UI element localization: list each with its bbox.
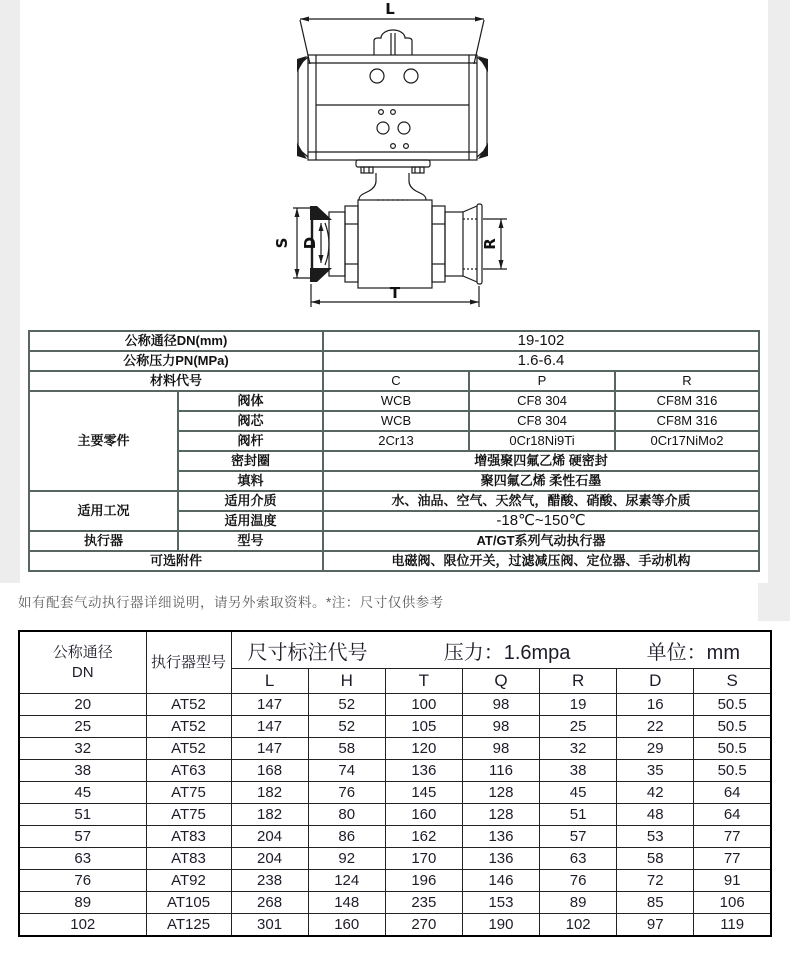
spec-cell: 电磁阀、限位开关，过滤减压阀、定位器、手动机构 bbox=[323, 551, 759, 571]
spec-cell: 公称压力PN(MPa) bbox=[29, 351, 323, 371]
dimension-value-cell: 301 bbox=[231, 914, 308, 937]
dimension-value-cell: 235 bbox=[385, 892, 462, 914]
spec-cell: 0Cr18Ni9Ti bbox=[469, 431, 615, 451]
dn-cell: 51 bbox=[19, 804, 146, 826]
dimension-value-cell: 148 bbox=[308, 892, 385, 914]
actuator-model-cell: AT83 bbox=[146, 826, 231, 848]
spec-cell: 19-102 bbox=[323, 331, 759, 351]
dimension-value-cell: 100 bbox=[385, 694, 462, 716]
dim-row bbox=[19, 914, 771, 937]
dimension-value-cell: 204 bbox=[231, 848, 308, 870]
actuator-model-cell: AT52 bbox=[146, 738, 231, 760]
dimension-value-cell: 182 bbox=[231, 782, 308, 804]
spec-cell: 1.6-6.4 bbox=[323, 351, 759, 371]
dimension-value-cell: 146 bbox=[462, 870, 539, 892]
dimension-value-cell: 58 bbox=[308, 738, 385, 760]
dimension-value-cell: 16 bbox=[617, 694, 694, 716]
dimension-value-cell: 190 bbox=[462, 914, 539, 937]
dim-col1-line2: DN bbox=[71, 663, 94, 681]
dim-row bbox=[19, 826, 771, 848]
spec-cell: 增强聚四氟乙烯 硬密封 bbox=[323, 451, 759, 471]
title-unit-label: 单位：mm bbox=[646, 641, 740, 664]
spec-cell: P bbox=[469, 371, 615, 391]
spec-cell: 型号 bbox=[178, 531, 323, 551]
dimension-value-cell: 42 bbox=[617, 782, 694, 804]
spec-cell: CF8 304 bbox=[469, 391, 615, 411]
dimension-value-cell: 168 bbox=[231, 760, 308, 782]
dimension-value-cell: 91 bbox=[694, 870, 771, 892]
spec-cell: 聚四氟乙烯 柔性石墨 bbox=[323, 471, 759, 491]
dn-cell: 38 bbox=[19, 760, 146, 782]
dimension-value-cell: 145 bbox=[385, 782, 462, 804]
right-gutter-lower bbox=[758, 583, 790, 621]
dim-header-d: D bbox=[617, 669, 694, 694]
dimension-value-cell: 136 bbox=[462, 848, 539, 870]
actuator-model-cell: AT75 bbox=[146, 782, 231, 804]
actuator-model-cell: AT92 bbox=[146, 870, 231, 892]
dim-header-h: H bbox=[308, 669, 385, 694]
spec-cell: AT/GT系列气动执行器 bbox=[323, 531, 759, 551]
spec-cell: 0Cr17NiMo2 bbox=[615, 431, 759, 451]
dimension-value-cell: 116 bbox=[462, 760, 539, 782]
dimension-value-cell: 32 bbox=[540, 738, 617, 760]
spec-cell: CF8M 316 bbox=[615, 391, 759, 411]
dim-row bbox=[19, 870, 771, 892]
spec-cell: 阀体 bbox=[178, 391, 323, 411]
dimension-value-cell: 268 bbox=[231, 892, 308, 914]
dim-label-l: L bbox=[385, 0, 395, 18]
valve-technical-drawing bbox=[0, 0, 790, 330]
dn-cell: 76 bbox=[19, 870, 146, 892]
spec-cell: 密封圈 bbox=[178, 451, 323, 471]
dimension-value-cell: 147 bbox=[231, 694, 308, 716]
dn-cell: 25 bbox=[19, 716, 146, 738]
dimension-value-cell: 105 bbox=[385, 716, 462, 738]
dimension-value-cell: 77 bbox=[694, 848, 771, 870]
title-code-label: 尺寸标注代号 bbox=[247, 641, 368, 664]
dimension-value-cell: 128 bbox=[462, 804, 539, 826]
dimension-value-cell: 76 bbox=[540, 870, 617, 892]
dn-cell: 63 bbox=[19, 848, 146, 870]
dim-label-r: R bbox=[481, 238, 499, 250]
dimension-table bbox=[18, 630, 772, 937]
actuator-model-cell: AT52 bbox=[146, 716, 231, 738]
dim-row bbox=[19, 760, 771, 782]
dimension-value-cell: 98 bbox=[462, 738, 539, 760]
dim-row bbox=[19, 738, 771, 760]
spec-row bbox=[29, 491, 759, 511]
title-pressure-label: 压力：1.6mpa bbox=[443, 641, 571, 664]
dimension-value-cell: 270 bbox=[385, 914, 462, 937]
dim-header-t: T bbox=[385, 669, 462, 694]
spec-row bbox=[29, 371, 759, 391]
spec-row bbox=[29, 351, 759, 371]
dim-col1-header bbox=[19, 631, 146, 694]
dimension-value-cell: 45 bbox=[540, 782, 617, 804]
dimension-value-cell: 74 bbox=[308, 760, 385, 782]
dimension-value-cell: 182 bbox=[231, 804, 308, 826]
spec-cell: 主要零件 bbox=[29, 391, 178, 491]
dimension-value-cell: 85 bbox=[617, 892, 694, 914]
dimension-value-cell: 153 bbox=[462, 892, 539, 914]
dim-header-r: R bbox=[540, 669, 617, 694]
dimension-value-cell: 204 bbox=[231, 826, 308, 848]
spec-cell: 适用介质 bbox=[178, 491, 323, 511]
note-text: 如有配套气动执行器详细说明，请另外索取资料。*注：尺寸仅供参考 bbox=[18, 595, 444, 610]
dimension-value-cell: 160 bbox=[308, 914, 385, 937]
dimension-value-cell: 119 bbox=[694, 914, 771, 937]
spec-cell: 阀杆 bbox=[178, 431, 323, 451]
spec-cell: WCB bbox=[323, 411, 469, 431]
spec-cell: CF8M 316 bbox=[615, 411, 759, 431]
actuator-model-cell: AT105 bbox=[146, 892, 231, 914]
spec-table bbox=[28, 330, 760, 572]
dimension-value-cell: 238 bbox=[231, 870, 308, 892]
spec-cell: -18℃~150℃ bbox=[323, 511, 759, 531]
dim-row bbox=[19, 804, 771, 826]
dim-row bbox=[19, 716, 771, 738]
dimension-value-cell: 106 bbox=[694, 892, 771, 914]
dn-cell: 57 bbox=[19, 826, 146, 848]
dimension-value-cell: 50.5 bbox=[694, 716, 771, 738]
dimension-value-cell: 51 bbox=[540, 804, 617, 826]
dimension-value-cell: 22 bbox=[617, 716, 694, 738]
dimension-value-cell: 160 bbox=[385, 804, 462, 826]
dimension-value-cell: 147 bbox=[231, 738, 308, 760]
dimension-value-cell: 53 bbox=[617, 826, 694, 848]
spec-cell: 填料 bbox=[178, 471, 323, 491]
dim-row bbox=[19, 848, 771, 870]
dimension-value-cell: 25 bbox=[540, 716, 617, 738]
dimension-value-cell: 102 bbox=[540, 914, 617, 937]
actuator-model-cell: AT83 bbox=[146, 848, 231, 870]
dimension-value-cell: 58 bbox=[617, 848, 694, 870]
dimension-value-cell: 76 bbox=[308, 782, 385, 804]
dimension-value-cell: 147 bbox=[231, 716, 308, 738]
dim-row bbox=[19, 694, 771, 716]
dimension-value-cell: 57 bbox=[540, 826, 617, 848]
dimension-value-cell: 162 bbox=[385, 826, 462, 848]
dimension-value-cell: 128 bbox=[462, 782, 539, 804]
dimension-value-cell: 136 bbox=[385, 760, 462, 782]
dimension-value-cell: 136 bbox=[462, 826, 539, 848]
dn-cell: 20 bbox=[19, 694, 146, 716]
dimension-value-cell: 80 bbox=[308, 804, 385, 826]
dn-cell: 89 bbox=[19, 892, 146, 914]
dimension-value-cell: 64 bbox=[694, 782, 771, 804]
dimension-value-cell: 120 bbox=[385, 738, 462, 760]
dimension-value-cell: 35 bbox=[617, 760, 694, 782]
spec-cell: CF8 304 bbox=[469, 411, 615, 431]
spec-cell: 可选附件 bbox=[29, 551, 323, 571]
dim-header-l: L bbox=[231, 669, 308, 694]
dim-label-t: T bbox=[389, 284, 401, 302]
dimension-value-cell: 196 bbox=[385, 870, 462, 892]
dimension-value-cell: 89 bbox=[540, 892, 617, 914]
spec-cell: 公称通径DN(mm) bbox=[29, 331, 323, 351]
actuator-model-cell: AT52 bbox=[146, 694, 231, 716]
dimension-value-cell: 170 bbox=[385, 848, 462, 870]
spec-cell: 阀芯 bbox=[178, 411, 323, 431]
actuator-model-cell: AT63 bbox=[146, 760, 231, 782]
dimension-value-cell: 48 bbox=[617, 804, 694, 826]
dimension-value-cell: 98 bbox=[462, 716, 539, 738]
dim-col1-line1: 公称通径 bbox=[52, 644, 113, 661]
dimension-value-cell: 64 bbox=[694, 804, 771, 826]
dimension-value-cell: 38 bbox=[540, 760, 617, 782]
dim-label-s: S bbox=[273, 237, 291, 249]
dn-cell: 102 bbox=[19, 914, 146, 937]
dim-label-d: D bbox=[301, 236, 319, 250]
dimension-value-cell: 72 bbox=[617, 870, 694, 892]
dimension-value-cell: 63 bbox=[540, 848, 617, 870]
dim-header-q: Q bbox=[462, 669, 539, 694]
spec-cell: C bbox=[323, 371, 469, 391]
spec-cell: WCB bbox=[323, 391, 469, 411]
actuator-model-cell: AT125 bbox=[146, 914, 231, 937]
spec-cell: 适用工况 bbox=[29, 491, 178, 531]
dim-header-s: S bbox=[694, 669, 771, 694]
dimension-value-cell: 77 bbox=[694, 826, 771, 848]
dim-row bbox=[19, 782, 771, 804]
dim-col2-header: 执行器型号 bbox=[146, 631, 231, 694]
dimension-value-cell: 52 bbox=[308, 716, 385, 738]
spec-cell: R bbox=[615, 371, 759, 391]
dimension-value-cell: 50.5 bbox=[694, 760, 771, 782]
dimension-value-cell: 97 bbox=[617, 914, 694, 937]
spec-row bbox=[29, 531, 759, 551]
spec-cell: 适用温度 bbox=[178, 511, 323, 531]
dim-row bbox=[19, 892, 771, 914]
spec-row bbox=[29, 331, 759, 351]
dim-table-title bbox=[231, 631, 771, 669]
dimension-value-cell: 124 bbox=[308, 870, 385, 892]
dimension-value-cell: 92 bbox=[308, 848, 385, 870]
dimension-value-cell: 29 bbox=[617, 738, 694, 760]
spec-cell: 执行器 bbox=[29, 531, 178, 551]
spec-cell: 2Cr13 bbox=[323, 431, 469, 451]
dn-cell: 45 bbox=[19, 782, 146, 804]
spec-row bbox=[29, 551, 759, 571]
dn-cell: 32 bbox=[19, 738, 146, 760]
dimension-value-cell: 50.5 bbox=[694, 694, 771, 716]
spec-row bbox=[29, 391, 759, 411]
dimension-value-cell: 50.5 bbox=[694, 738, 771, 760]
dimension-value-cell: 98 bbox=[462, 694, 539, 716]
dimension-value-cell: 86 bbox=[308, 826, 385, 848]
actuator-model-cell: AT75 bbox=[146, 804, 231, 826]
spec-cell: 材料代号 bbox=[29, 371, 323, 391]
dimension-value-cell: 19 bbox=[540, 694, 617, 716]
dimension-value-cell: 52 bbox=[308, 694, 385, 716]
spec-cell: 水、油品、空气、天然气，醋酸、硝酸、尿素等介质 bbox=[323, 491, 759, 511]
